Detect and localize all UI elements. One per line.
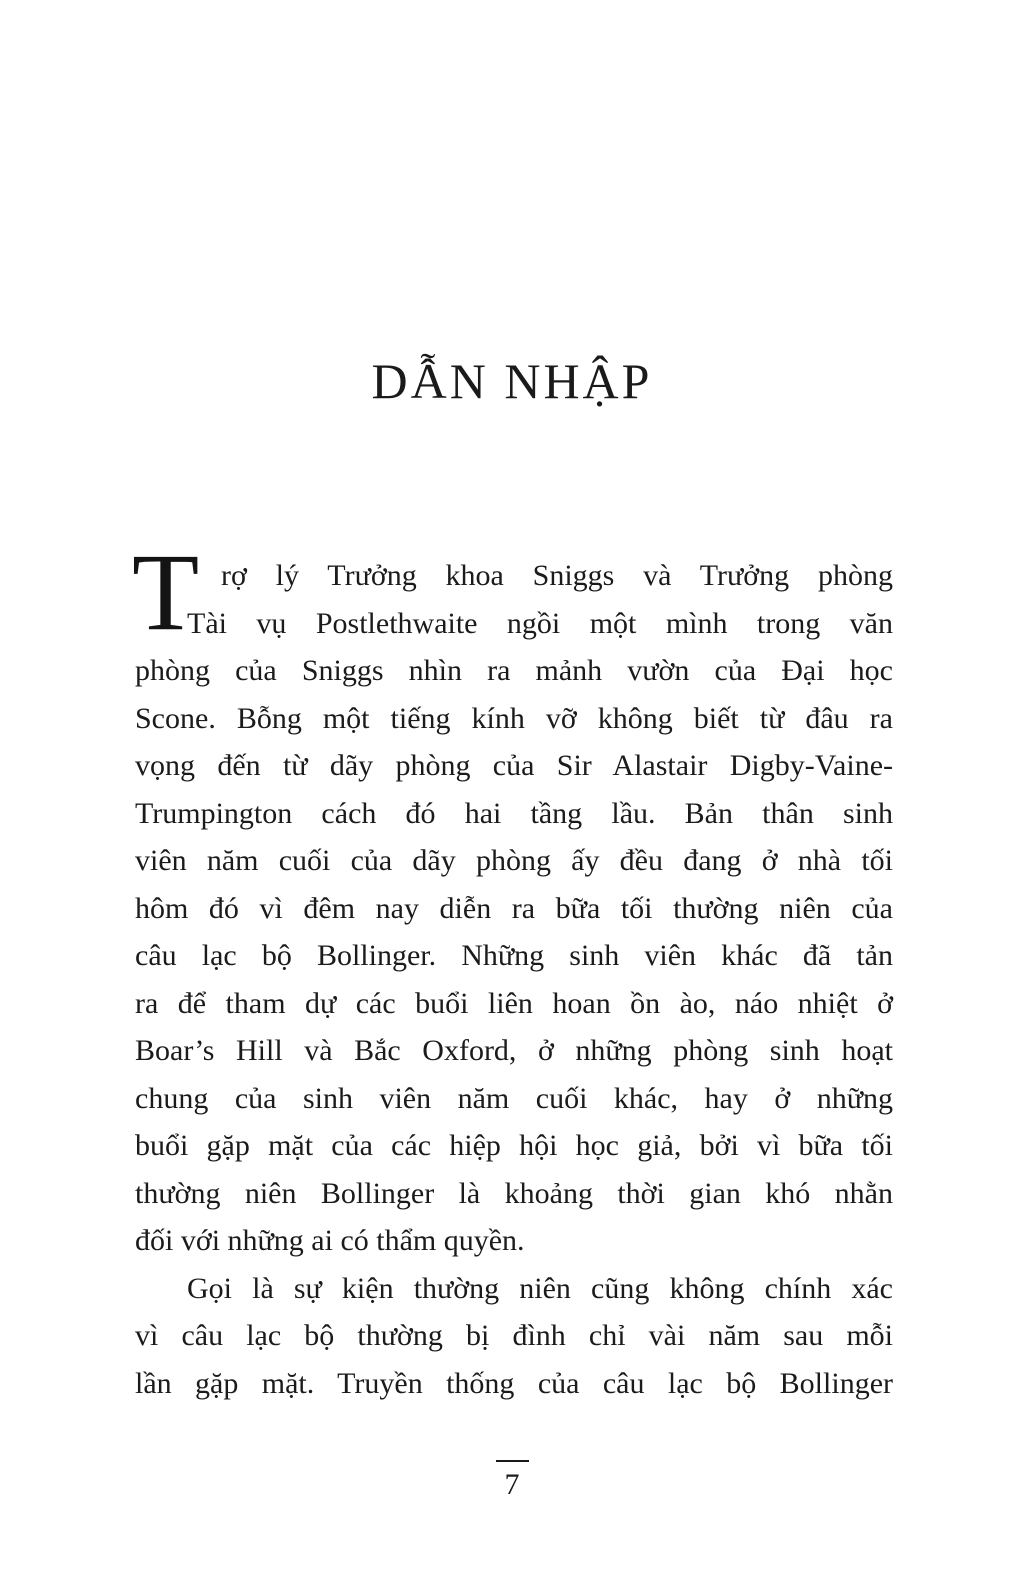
text-line: câu lạc bộ Bollinger. Những sinh viên khác đã tản (135, 939, 893, 972)
text-line: Tài vụ Postlethwaite ngồi một mình trong văn (187, 606, 893, 640)
text-line: Trumpington cách đó hai tầng lầu. Bản thân sinh (135, 796, 893, 830)
text-line: phòng của Sniggs nhìn ra mảnh vườn của Đại học (135, 654, 893, 687)
text-line: thường niên Bollinger là khoảng thời gian khó nhằn (135, 1176, 893, 1210)
body-text (132, 531, 893, 1407)
text-line: hôm đó vì đêm nay diễn ra bữa tối thường niên của (135, 891, 893, 925)
text-line: chung của sinh viên năm cuối khác, hay ở những (135, 1081, 893, 1115)
chapter-title: DẪN NHẬP (371, 353, 653, 409)
text-line: Gọi là sự kiện thường niên cũng không chính xác (187, 1271, 893, 1305)
text-line: vọng đến từ dãy phòng của Sir Alastair Digby-Vaine- (135, 749, 893, 782)
text-line: viên năm cuối của dãy phòng ấy đều đang ở nhà tối (135, 844, 893, 877)
text-line: Boar’s Hill và Bắc Oxford, ở những phòng sinh hoạt (135, 1034, 893, 1067)
text-line: ra để tham dự các buổi liên hoan ồn ào, náo nhiệt ở (135, 986, 893, 1020)
page-number: 7 (504, 1468, 520, 1501)
text-line: Scone. Bỗng một tiếng kính vỡ không biết từ đâu ra (135, 701, 893, 735)
text-line: lần gặp mặt. Truyền thống của câu lạc bộ Bollinger (135, 1366, 893, 1400)
drop-cap: T (132, 531, 200, 653)
text-line: rợ lý Trưởng khoa Sniggs và Trưởng phòng (221, 559, 893, 592)
text-line: đối với những ai có thẩm quyền. (135, 1224, 525, 1257)
text-line: buổi gặp mặt của các hiệp hội học giả, bởi vì bữa tối (135, 1129, 893, 1162)
footer-rule (496, 1460, 529, 1462)
text-line: vì câu lạc bộ thường bị đình chỉ vài năm sau mỗi (135, 1319, 893, 1352)
